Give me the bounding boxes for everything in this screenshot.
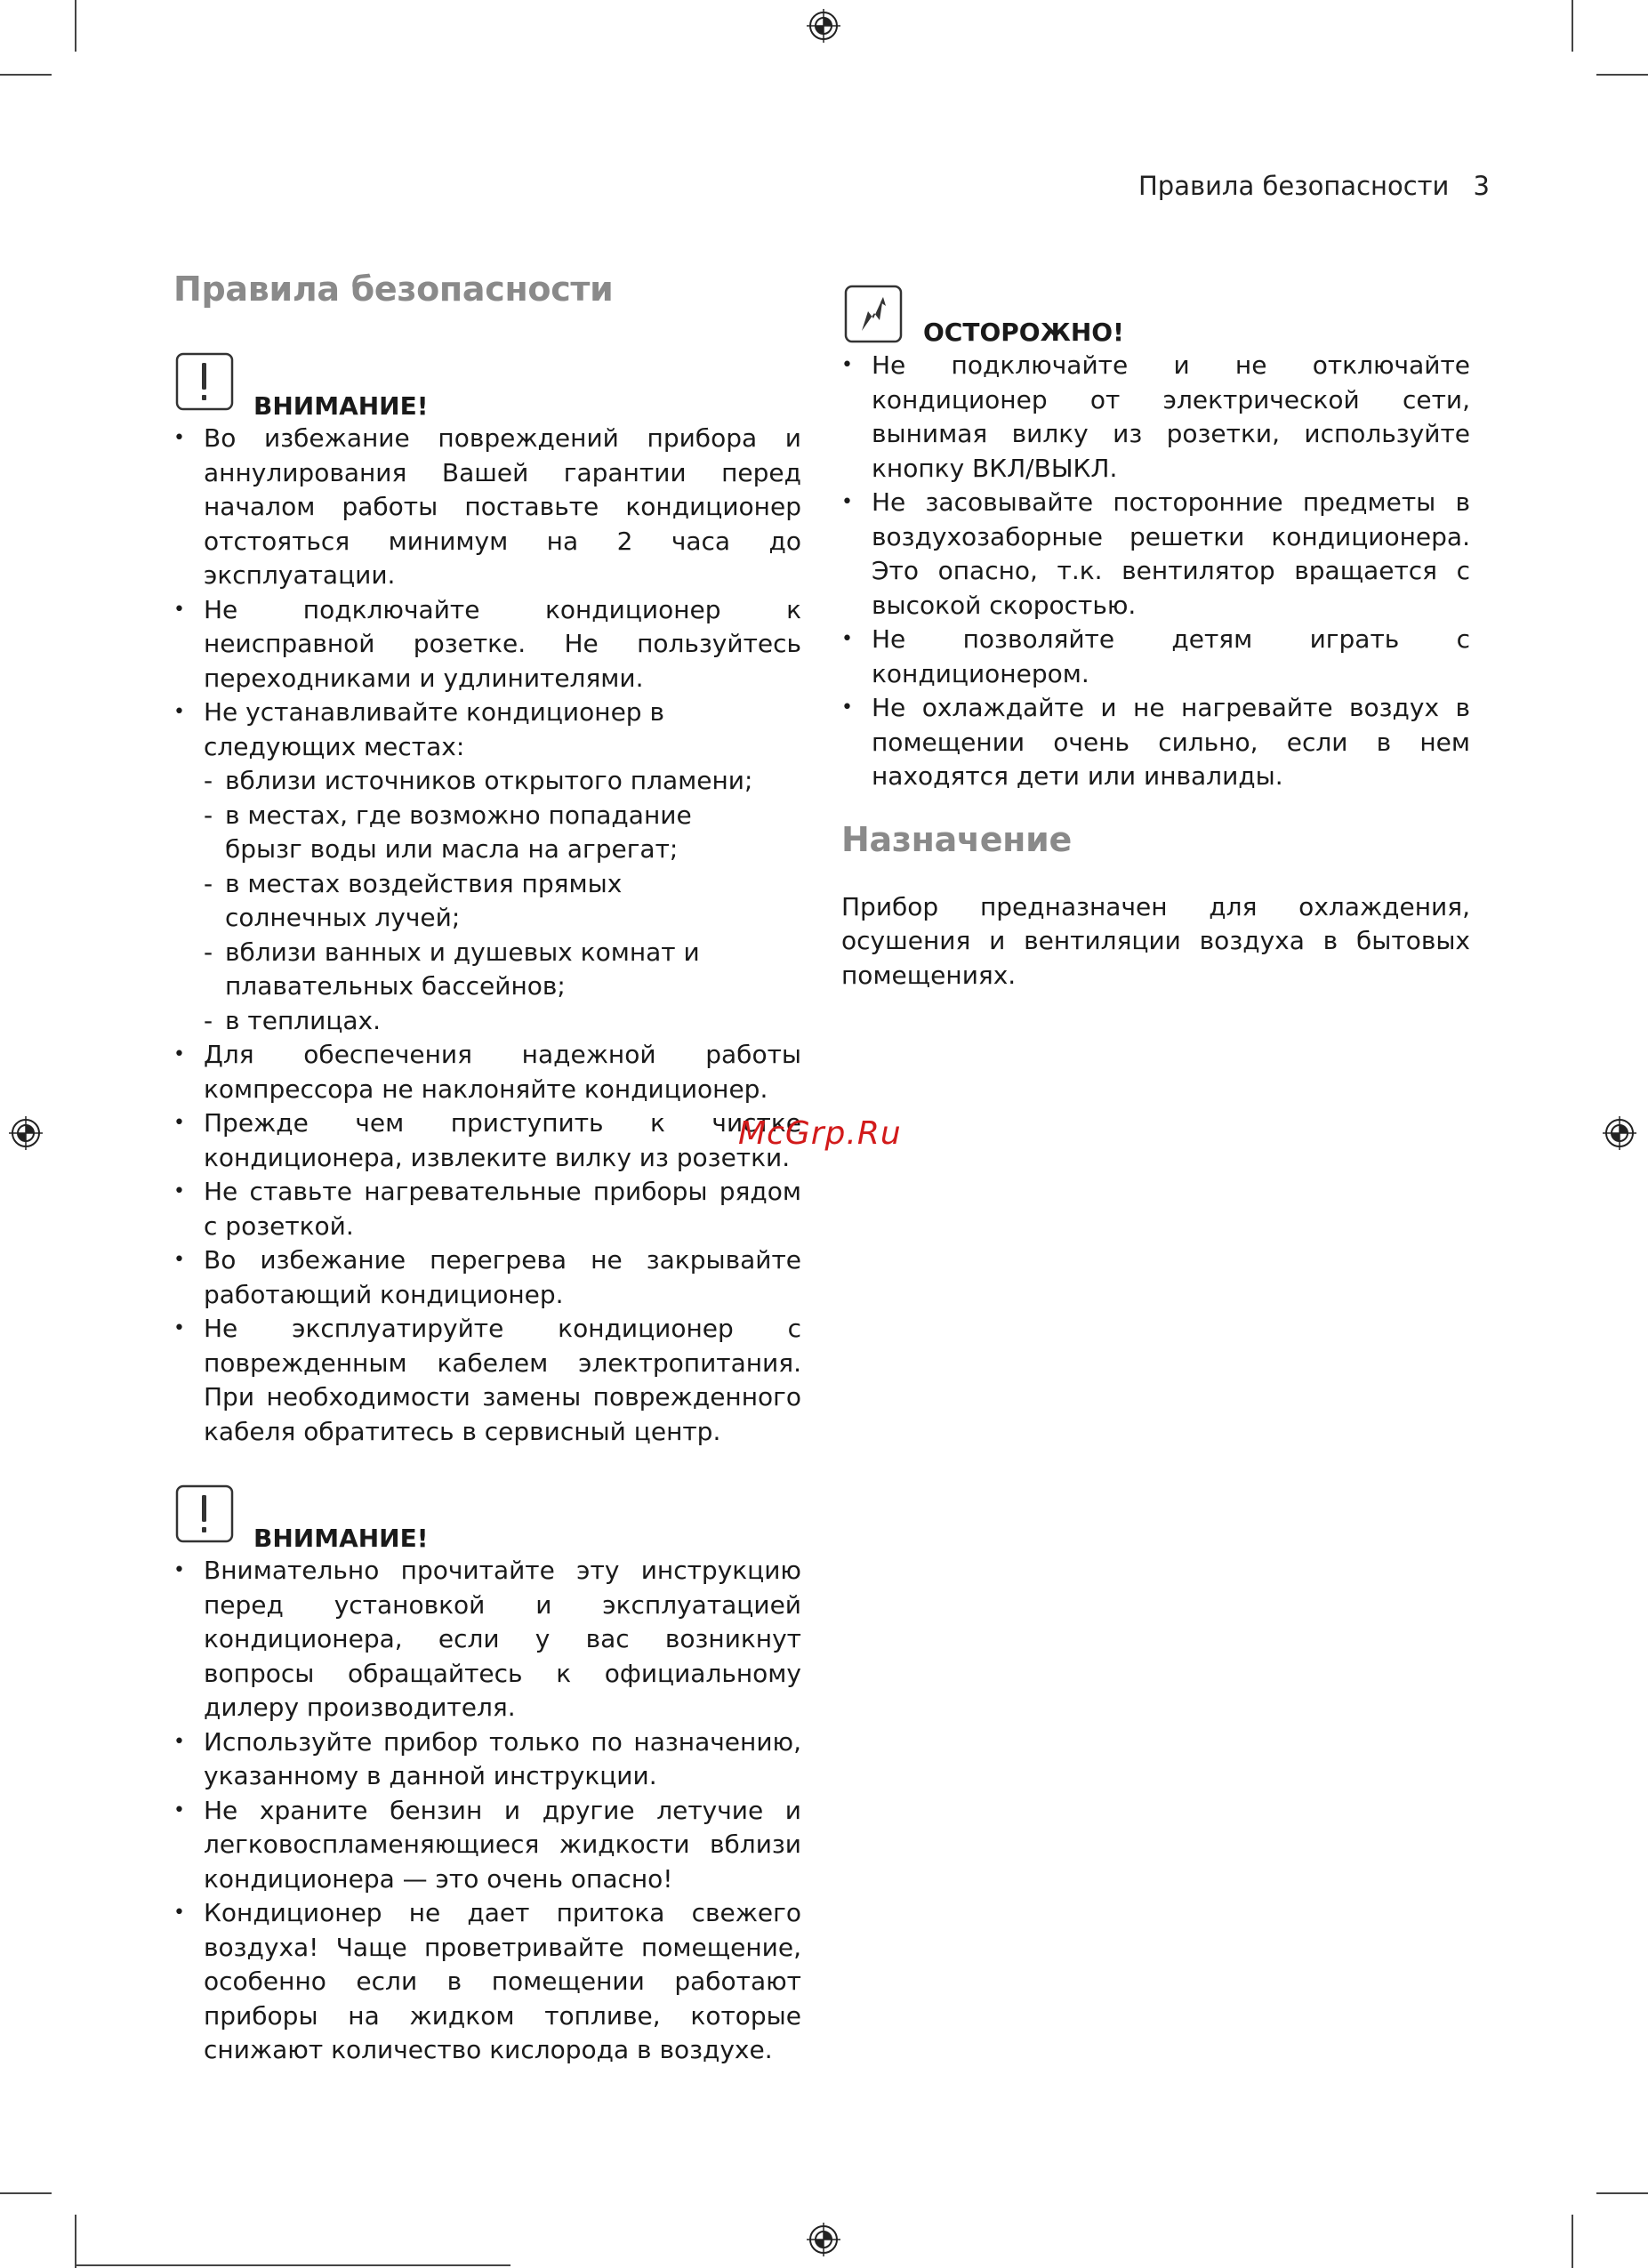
crop-mark xyxy=(0,74,52,76)
purpose-text: Прибор предназначен для охлаждения, осушения и вентиляции воздуха в бытовых помещениях. xyxy=(841,891,1470,990)
exclamation-icon xyxy=(175,352,234,411)
notice-label: ВНИМАНИЕ! xyxy=(253,391,429,421)
sub-list-item: - в местах воздействия прямых солнечных лучей; xyxy=(173,867,801,936)
registration-mark-icon xyxy=(807,2223,840,2256)
watermark: McGrp.Ru xyxy=(738,1115,902,1152)
attention-list xyxy=(173,422,801,1449)
lightning-icon xyxy=(844,285,903,343)
list-item: • Не подключайте кондиционер к неисправной розетке. Не пользуйтесь переходниками и удлинителями. xyxy=(173,593,801,696)
crop-mark xyxy=(75,2215,76,2268)
crop-mark xyxy=(1596,2192,1648,2194)
list-item: • Не ставьте нагревательные приборы рядом с розеткой. xyxy=(173,1175,801,1243)
list-item xyxy=(173,696,801,1038)
list-item: • Во избежание перегрева не закрывайте работающий кондиционер. xyxy=(173,1243,801,1312)
notice-label: ОСТОРОЖНО! xyxy=(923,318,1124,347)
page-number: 3 xyxy=(1473,171,1490,201)
registration-mark-icon xyxy=(9,1116,43,1150)
list-item: • Для обеспечения надежной работы компрессора не наклоняйте кондиционер. xyxy=(173,1038,801,1106)
right-column xyxy=(841,277,1470,993)
list-item: • Кондиционер не дает притока свежего воздуха! Чаще проветривайте помещение, особенно если в помещении работают приборы на жидком топливе, которые снижают количество кислорода в воздухе. xyxy=(173,1896,801,2068)
page-title: Правила безопасности xyxy=(173,269,614,309)
sub-list-item: - в местах, где возможно попадание брызг воды или масла на агрегат; xyxy=(173,799,801,867)
attention-list xyxy=(173,1554,801,2068)
sub-list xyxy=(173,764,801,1038)
list-item: • Не позволяйте детям играть с кондиционером. xyxy=(841,623,1470,691)
crop-mark xyxy=(0,2192,52,2194)
list-item: • Не эксплуатируйте кондиционер с поврежденным кабелем электропитания. При необходимости замены поврежденного кабеля обратитесь в сервисный центр. xyxy=(173,1312,801,1449)
crop-mark xyxy=(1572,2215,1573,2268)
section-heading: Назначение xyxy=(841,819,1072,859)
sub-list-item: - вблизи источников открытого пламени; xyxy=(173,764,801,799)
caution-list xyxy=(841,349,1470,794)
list-item: • Не засовывайте посторонние предметы в воздухозаборные решетки кондиционера. Это опасно, т.к. вентилятор вращается с высокой скоростью. xyxy=(841,486,1470,623)
registration-mark-icon xyxy=(1603,1116,1636,1150)
list-item-text: Не устанавливайте кондиционер в следующих местах: xyxy=(204,697,664,761)
list-item: • Внимательно прочитайте эту инструкцию перед установкой и эксплуатацией кондиционера, если у вас возникнут вопросы обращайтесь к официальному дилеру производителя. xyxy=(173,1554,801,1725)
sub-list-item: - в теплицах. xyxy=(173,1004,801,1039)
crop-mark xyxy=(75,2264,510,2266)
sub-list-item: - вблизи ванных и душевых комнат и плавательных бассейнов; xyxy=(173,936,801,1004)
left-column xyxy=(173,267,801,2068)
registration-mark-icon xyxy=(807,9,840,43)
list-item: • Не подключайте и не отключайте кондиционер от электрической сети, вынимая вилку из розетки, используйте кнопку ВКЛ/ВЫКЛ. xyxy=(841,349,1470,486)
running-title: Правила безопасности xyxy=(1138,171,1450,201)
crop-mark xyxy=(75,0,76,52)
attention-notice xyxy=(173,352,801,422)
list-item: • Во избежание повреждений прибора и аннулирования Вашей гарантии перед началом работы поставьте кондиционер отстояться минимум на 2 часа до эксплуатации. xyxy=(173,422,801,593)
list-item: • Прежде чем приступить к чистке кондиционера, извлеките вилку из розетки. xyxy=(173,1106,801,1175)
crop-mark xyxy=(1572,0,1573,52)
notice-label: ВНИМАНИЕ! xyxy=(253,1524,429,1553)
exclamation-icon xyxy=(175,1484,234,1543)
attention-notice xyxy=(173,1484,801,1554)
list-item: • Используйте прибор только по назначению, указанному в данной инструкции. xyxy=(173,1725,801,1794)
list-item: • Не охлаждайте и не нагревайте воздух в помещении очень сильно, если в нем находятся дети или инвалиды. xyxy=(841,691,1470,794)
list-item: • Не храните бензин и другие летучие и легковоспламеняющиеся жидкости вблизи кондиционера — это очень опасно! xyxy=(173,1794,801,1897)
crop-mark xyxy=(1596,74,1648,76)
caution-notice xyxy=(841,277,1470,349)
